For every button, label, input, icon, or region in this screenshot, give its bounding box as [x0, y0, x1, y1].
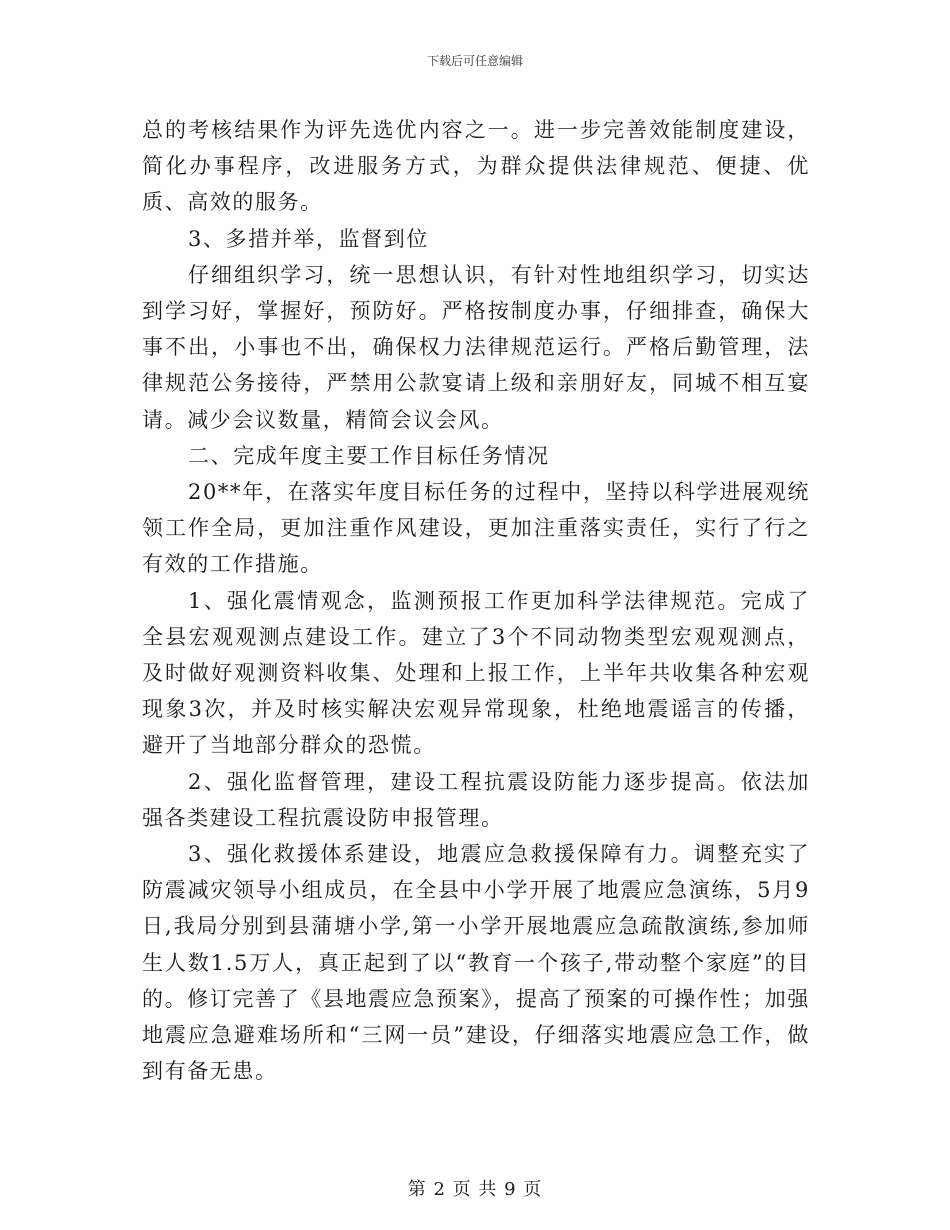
page-header: 下载后可任意编辑: [426, 54, 523, 68]
paragraph: 1、强化震情观念，监测预报工作更加科学法律规范。完成了全县宏观观测点建设工作。建立了3个不同动物类型宏观观测点，及时做好观测资料收集、处理和上报工作，上半年共收集各种宏观现象3次，并及时核实解决宏观异常现象，杜绝地震谣言的传播，避开了当地部分群众的恐慌。: [142, 588, 810, 758]
page-number: 第 2 页 共 9 页: [407, 1179, 543, 1200]
paragraph: 3、强化救援体系建设，地震应急救援保障有力。调整充实了防震减灾领导小组成员，在全县中小学开展了地震应急演练，5月9日,我局分别到县蒲塘小学,第一小学开展地震应急疏散演练,参加师生人数1.5万人，真正起到了以“教育一个孩子,带动整个家庭”的目的。修订完善了《县地震应急预案》，提高了预案的可操作性；加强地震应急避难场所和“三网一员”建设，仔细落实地震应急工作，做到有备无患。: [142, 842, 810, 1084]
document-body: [142, 112, 810, 1089]
paragraph: 仔细组织学习，统一思想认识，有针对性地组织学习，切实达到学习好，掌握好，预防好。严格按制度办事，仔细排查，确保大事不出，小事也不出，确保权力法律规范运行。严格后勤管理，法律规范公务接待，严禁用公款宴请上级和亲朋好友，同城不相互宴请。减少会议数量，精简会议会风。: [142, 262, 810, 432]
paragraph: 总的考核结果作为评先选优内容之一。进一步完善效能制度建设，简化办事程序，改进服务方式，为群众提供法律规范、便捷、优质、高效的服务。: [142, 118, 810, 215]
paragraph: 20**年，在落实年度目标任务的过程中，坚持以科学进展观统领工作全局，更加注重作风建设，更加注重落实责任，实行了行之有效的工作措施。: [142, 480, 810, 577]
paragraph: 2、强化监督管理，建设工程抗震设防能力逐步提高。依法加强各类建设工程抗震设防申报管理。: [142, 769, 810, 830]
section-heading: 二、完成年度主要工作目标任务情况: [188, 443, 550, 468]
section-heading: 3、多措并举，监督到位: [188, 226, 429, 251]
